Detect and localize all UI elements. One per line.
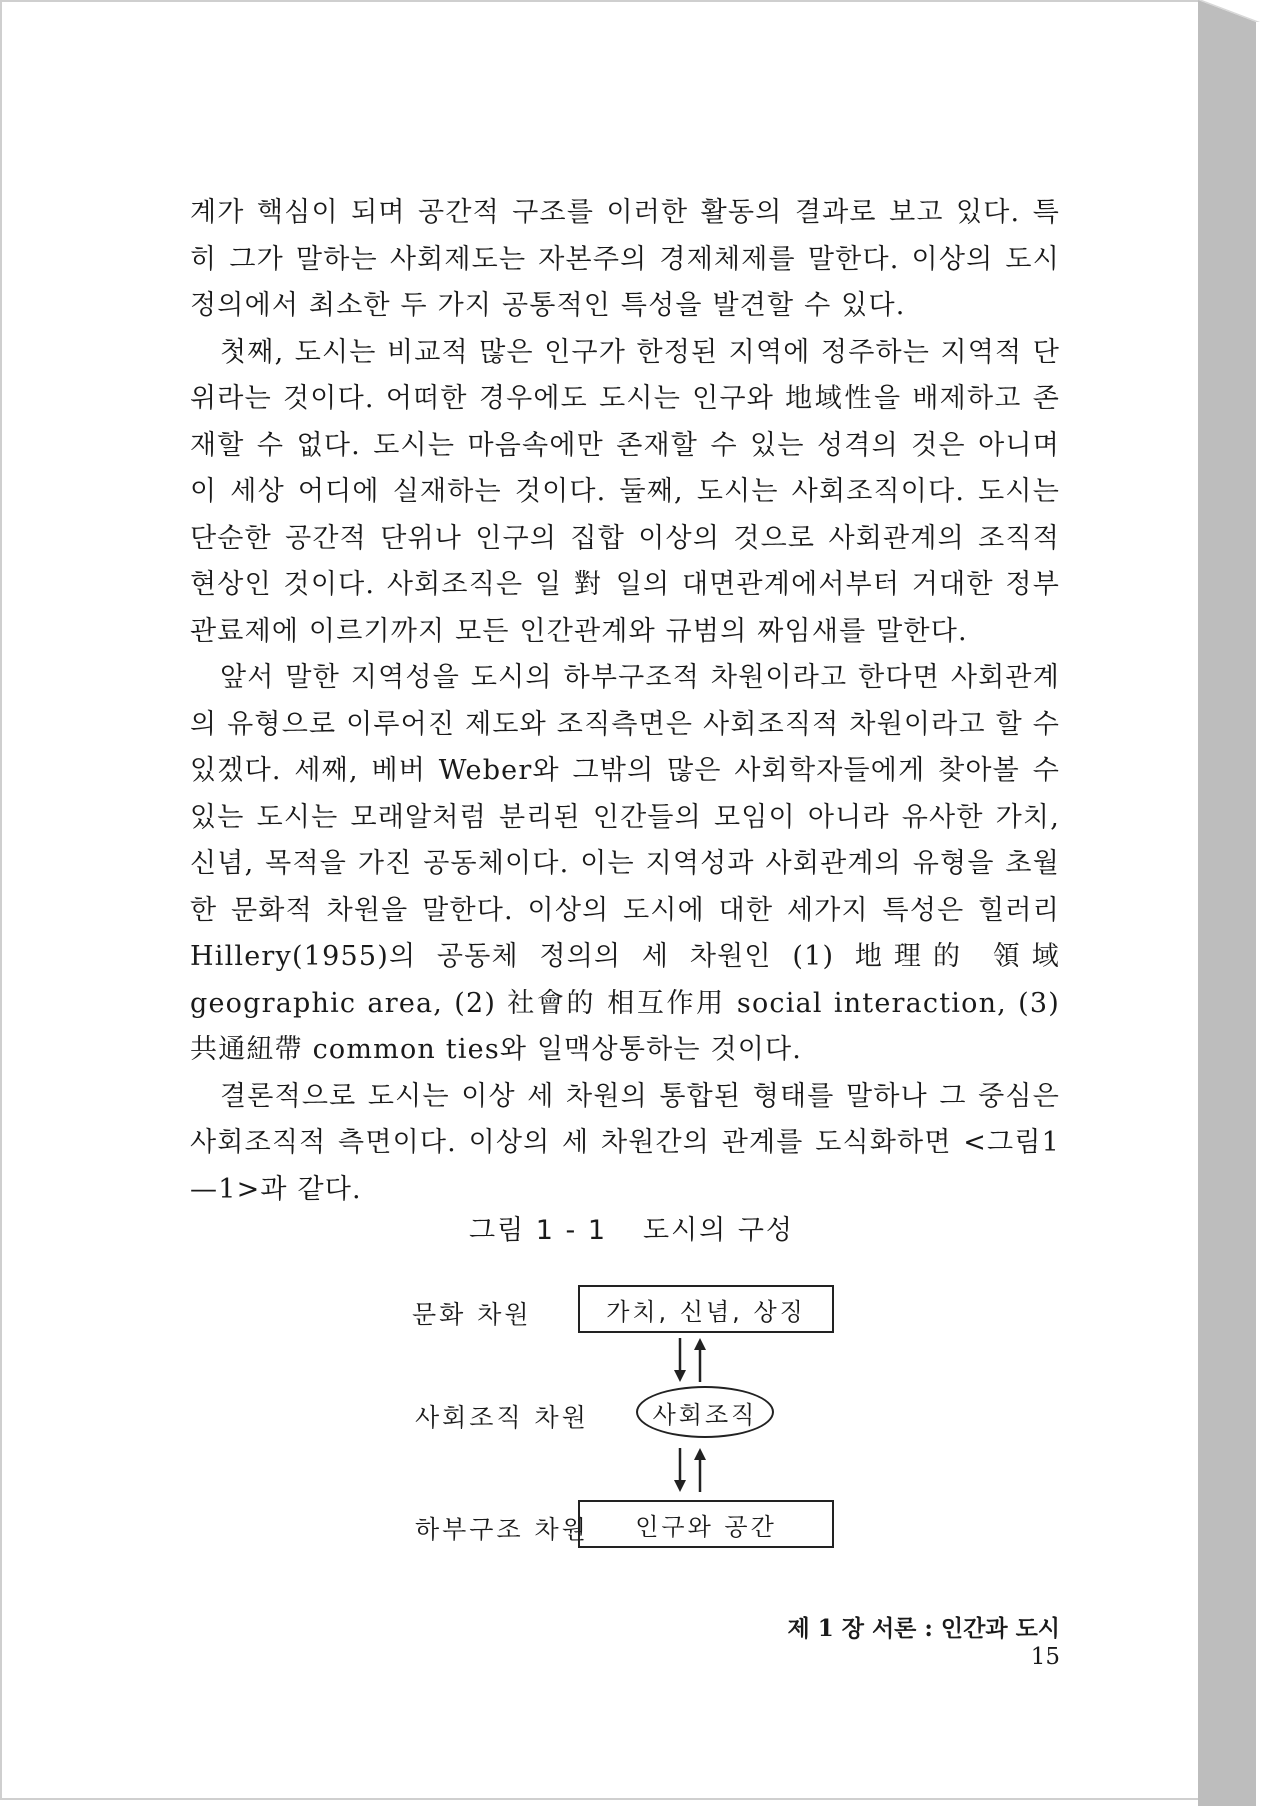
figure-caption [0,1208,1263,1247]
paragraph-2: 첫째, 도시는 비교적 많은 인구가 한정된 지역에 정주하는 지역적 단위라는 것이다. 어떠한 경우에도 도시는 인구와 地域性을 배제하고 존재할 수 없다. 도시는 마음속에만 존재할 수 있는 성격의 것은 아니며 이 세상 어디에 실재하는 것이다. 둘째, 도시는 사회조직이다. 도시는 단순한 공간적 단위나 인구의 집합 이상의 것으로 사회관계의 조직적 현상인 것이다. 사회조직은 일 對 일의 대면관계에서부터 거대한 정부 관료제에 이르기까지 모든 인간관계와 규범의 짜임새를 말한다. [190,336,1060,647]
body-text [190,190,1060,1213]
dimension-label-culture: 문화 차원 [412,1300,532,1329]
dimension-label-social: 사회조직 차원 [415,1403,589,1432]
figure-title: 도시의 구성 [643,1215,794,1246]
dimension-label-infrastructure: 하부구조 차원 [415,1515,589,1544]
paragraph-3: 앞서 말한 지역성을 도시의 하부구조적 차원이라고 한다면 사회관계의 유형으로 이루어진 제도와 조직측면은 사회조직적 차원이라고 할 수 있겠다. 세째, 베버 Weber와 그밖의 많은 사회학자들에게 찾아볼 수 있는 도시는 모래알처럼 분리된 인간들의 모임이 아니라 유사한 가치, 신념, 목적을 가진 공동체이다. 이는 지역성과 사회관계의 유형을 초월한 문화적 차원을 말한다. 이상의 도시에 대한 세가지 특성은 힐러리 Hillery(1955)의 공동체 정의의 세 차원인 (1) 地理的 領域 geographic area, (2) 社會的 相互作用 social interaction, (3) 共通紐帶 common ties와 일맥상통하는 것이다. [190,662,1060,1065]
social-organization-ellipse: 사회조직 [636,1386,774,1438]
arrow-pair-upper-icon [660,1336,720,1384]
page-footer [760,1610,1060,1670]
paragraph-4: 결론적으로 도시는 이상 세 차원의 통합된 형태를 말하나 그 중심은 사회조직적 측면이다. 이상의 세 차원간의 관계를 도식화하면 <그림1—1>과 같다. [190,1080,1060,1205]
page-number: 15 [1030,1644,1060,1670]
arrow-pair-lower-icon [660,1446,720,1494]
chapter-title: 제 1 장 서론 : 인간과 도시 [787,1615,1060,1642]
book-page-edge [1198,0,1263,1806]
culture-box: 가치, 신념, 상징 [578,1285,834,1333]
figure-number: 그림 1 - 1 [468,1215,607,1246]
paragraph-1: 계가 핵심이 되며 공간적 구조를 이러한 활동의 결과로 보고 있다. 특히 그가 말하는 사회제도는 자본주의 경제체제를 말한다. 이상의 도시정의에서 최소한 두 가지 공통적인 특성을 발견할 수 있다. [190,197,1060,321]
infrastructure-box: 인구와 공간 [578,1500,834,1548]
